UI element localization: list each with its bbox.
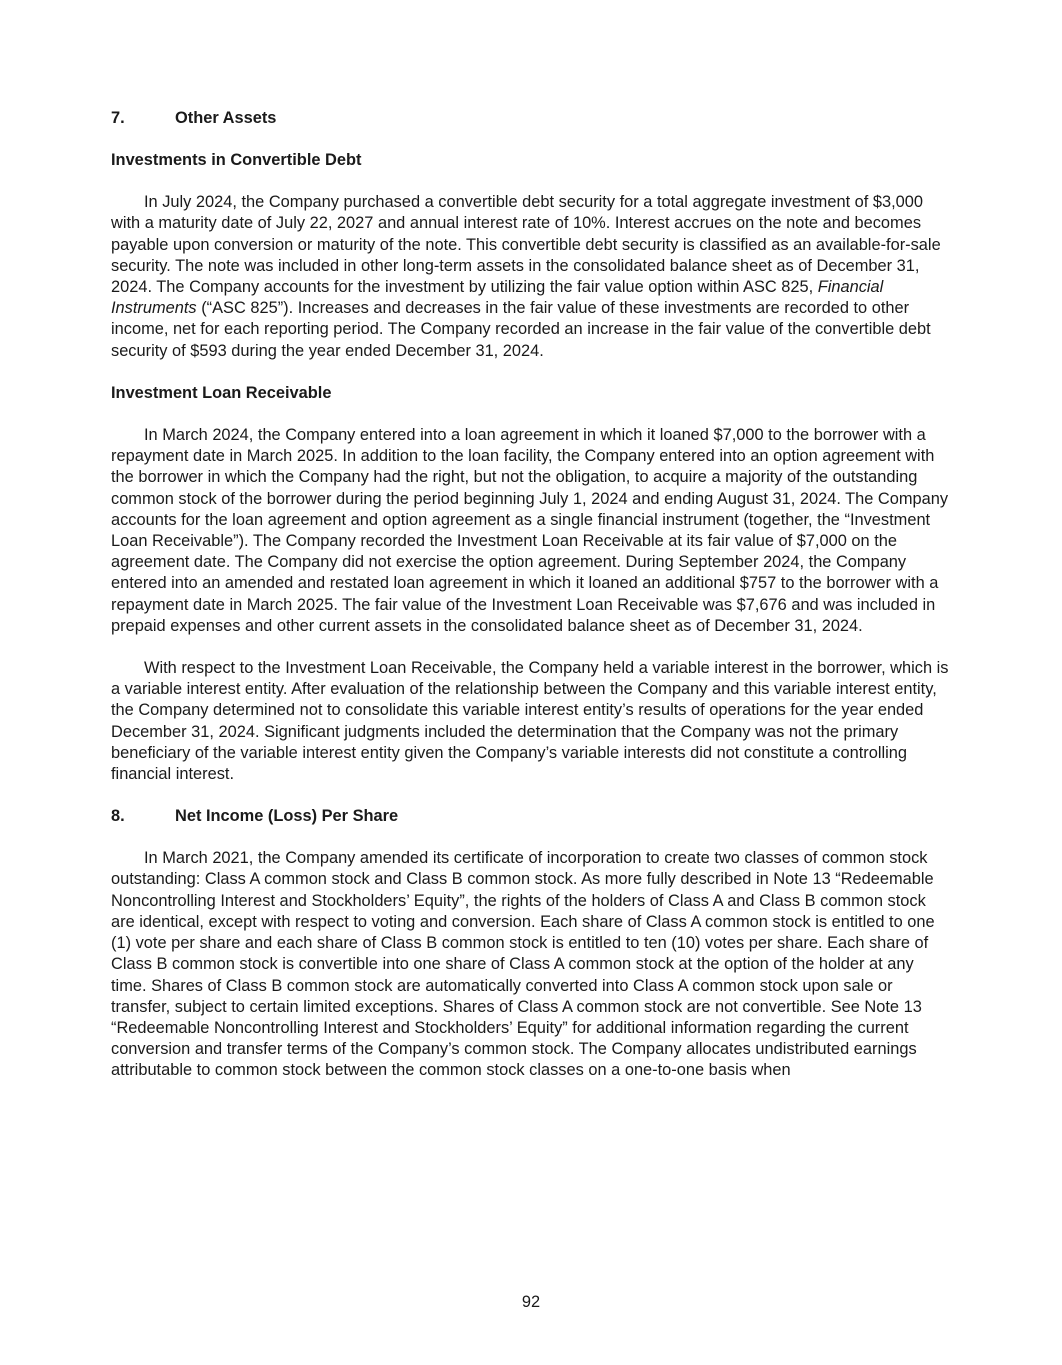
document-page (111, 108, 953, 1082)
loan-receivable-paragraph-1: In March 2024, the Company entered into a loan agreement in which it loaned $7,000 to the borrower with a repayment date in March 2025. In addition to the loan facility, the Company entered into an option agreement with the borrower in which the Company had the right, but not the obligation, to acquire a majority of the outstanding common stock of the borrower during the period beginning July 1, 2024 and ending August 31, 2024. The Company accounts for the loan agreement and option agreement as a single financial instrument (together, the “Investment Loan Receivable”). The Company recorded the Investment Loan Receivable at its fair value of $7,000 on the agreement date. The Company did not exercise the option agreement. During September 2024, the Company entered into an amended and restated loan agreement in which it loaned an additional $757 to the borrower with a repayment date in March 2025. The fair value of the Investment Loan Receivable was $7,676 and was included in prepaid expenses and other current assets in the consolidated balance sheet as of December 31, 2024. (111, 426, 949, 635)
paragraph-text: In July 2024, the Company purchased a convertible debt security for a total aggregate investment of $3,000 with a maturity date of July 22, 2027 and annual interest rate of 10%. Interest accrues on the note and becomes payable upon conversion or maturity of the note. This convertible debt security is classified as an available-for-sale security. The note was included in other long-term assets in the consolidated balance sheet as of December 31, 2024. The Company accounts for the investment by utilizing the fair value option within ASC 825, (111, 193, 941, 297)
convertible-debt-paragraph (111, 192, 953, 362)
page-number: 92 (521, 1293, 541, 1311)
section-number: 7. (111, 109, 125, 127)
net-income-paragraph: In March 2021, the Company amended its certificate of incorporation to create two classes of common stock outstanding: Class A common stock and Class B common stock. As more fully described in Note 13 “Redeemable Noncontrolling Interest and Stockholders’ Equity”, the rights of the holders of Class A and Class B common stock are identical, except with respect to voting and conversion. Each share of Class A common stock is entitled to one (1) vote per share and each share of Class B common stock is entitled to ten (10) votes per share. Each share of Class B common stock is convertible into one share of Class A common stock at the option of the holder at any time. Shares of Class B common stock are automatically converted into Class A common stock upon sale or transfer, subject to certain limited exceptions. Shares of Class A common stock are not convertible. See Note 13 “Redeemable Noncontrolling Interest and Stockholders’ Equity” for additional information regarding the current conversion and transfer terms of the Company’s common stock. The Company allocates undistributed earnings attributable to common stock between the common stock classes on a one-to-one basis when (111, 849, 935, 1080)
section-8-heading (111, 806, 953, 827)
section-title: Other Assets (175, 109, 277, 127)
paragraph-text: (“ASC 825”). Increases and decreases in the fair value of these investments are recorded to other income, net for each reporting period. The Company recorded an increase in the fair value of the convertible debt security of $593 during the year ended December 31, 2024. (111, 299, 931, 360)
loan-receivable-heading: Investment Loan Receivable (111, 383, 332, 402)
convertible-debt-heading: Investments in Convertible Debt (111, 151, 362, 169)
section-number: 8. (111, 807, 125, 826)
loan-receivable-paragraph-2: With respect to the Investment Loan Receivable, the Company held a variable interest in the borrower, which is a variable interest entity. After evaluation of the relationship between the Company and this variable interest entity, the Company determined not to consolidate this variable interest entity’s results of operations for the year ended December 31, 2024. Significant judgments included the determination that the Company was not the primary beneficiary of the variable interest entity given the Company’s variable interests did not constitute a controlling financial interest. (111, 659, 949, 784)
section-title: Net Income (Loss) Per Share (175, 807, 399, 826)
section-7-heading (111, 108, 953, 129)
italic-term: Financial Instruments (111, 278, 884, 318)
